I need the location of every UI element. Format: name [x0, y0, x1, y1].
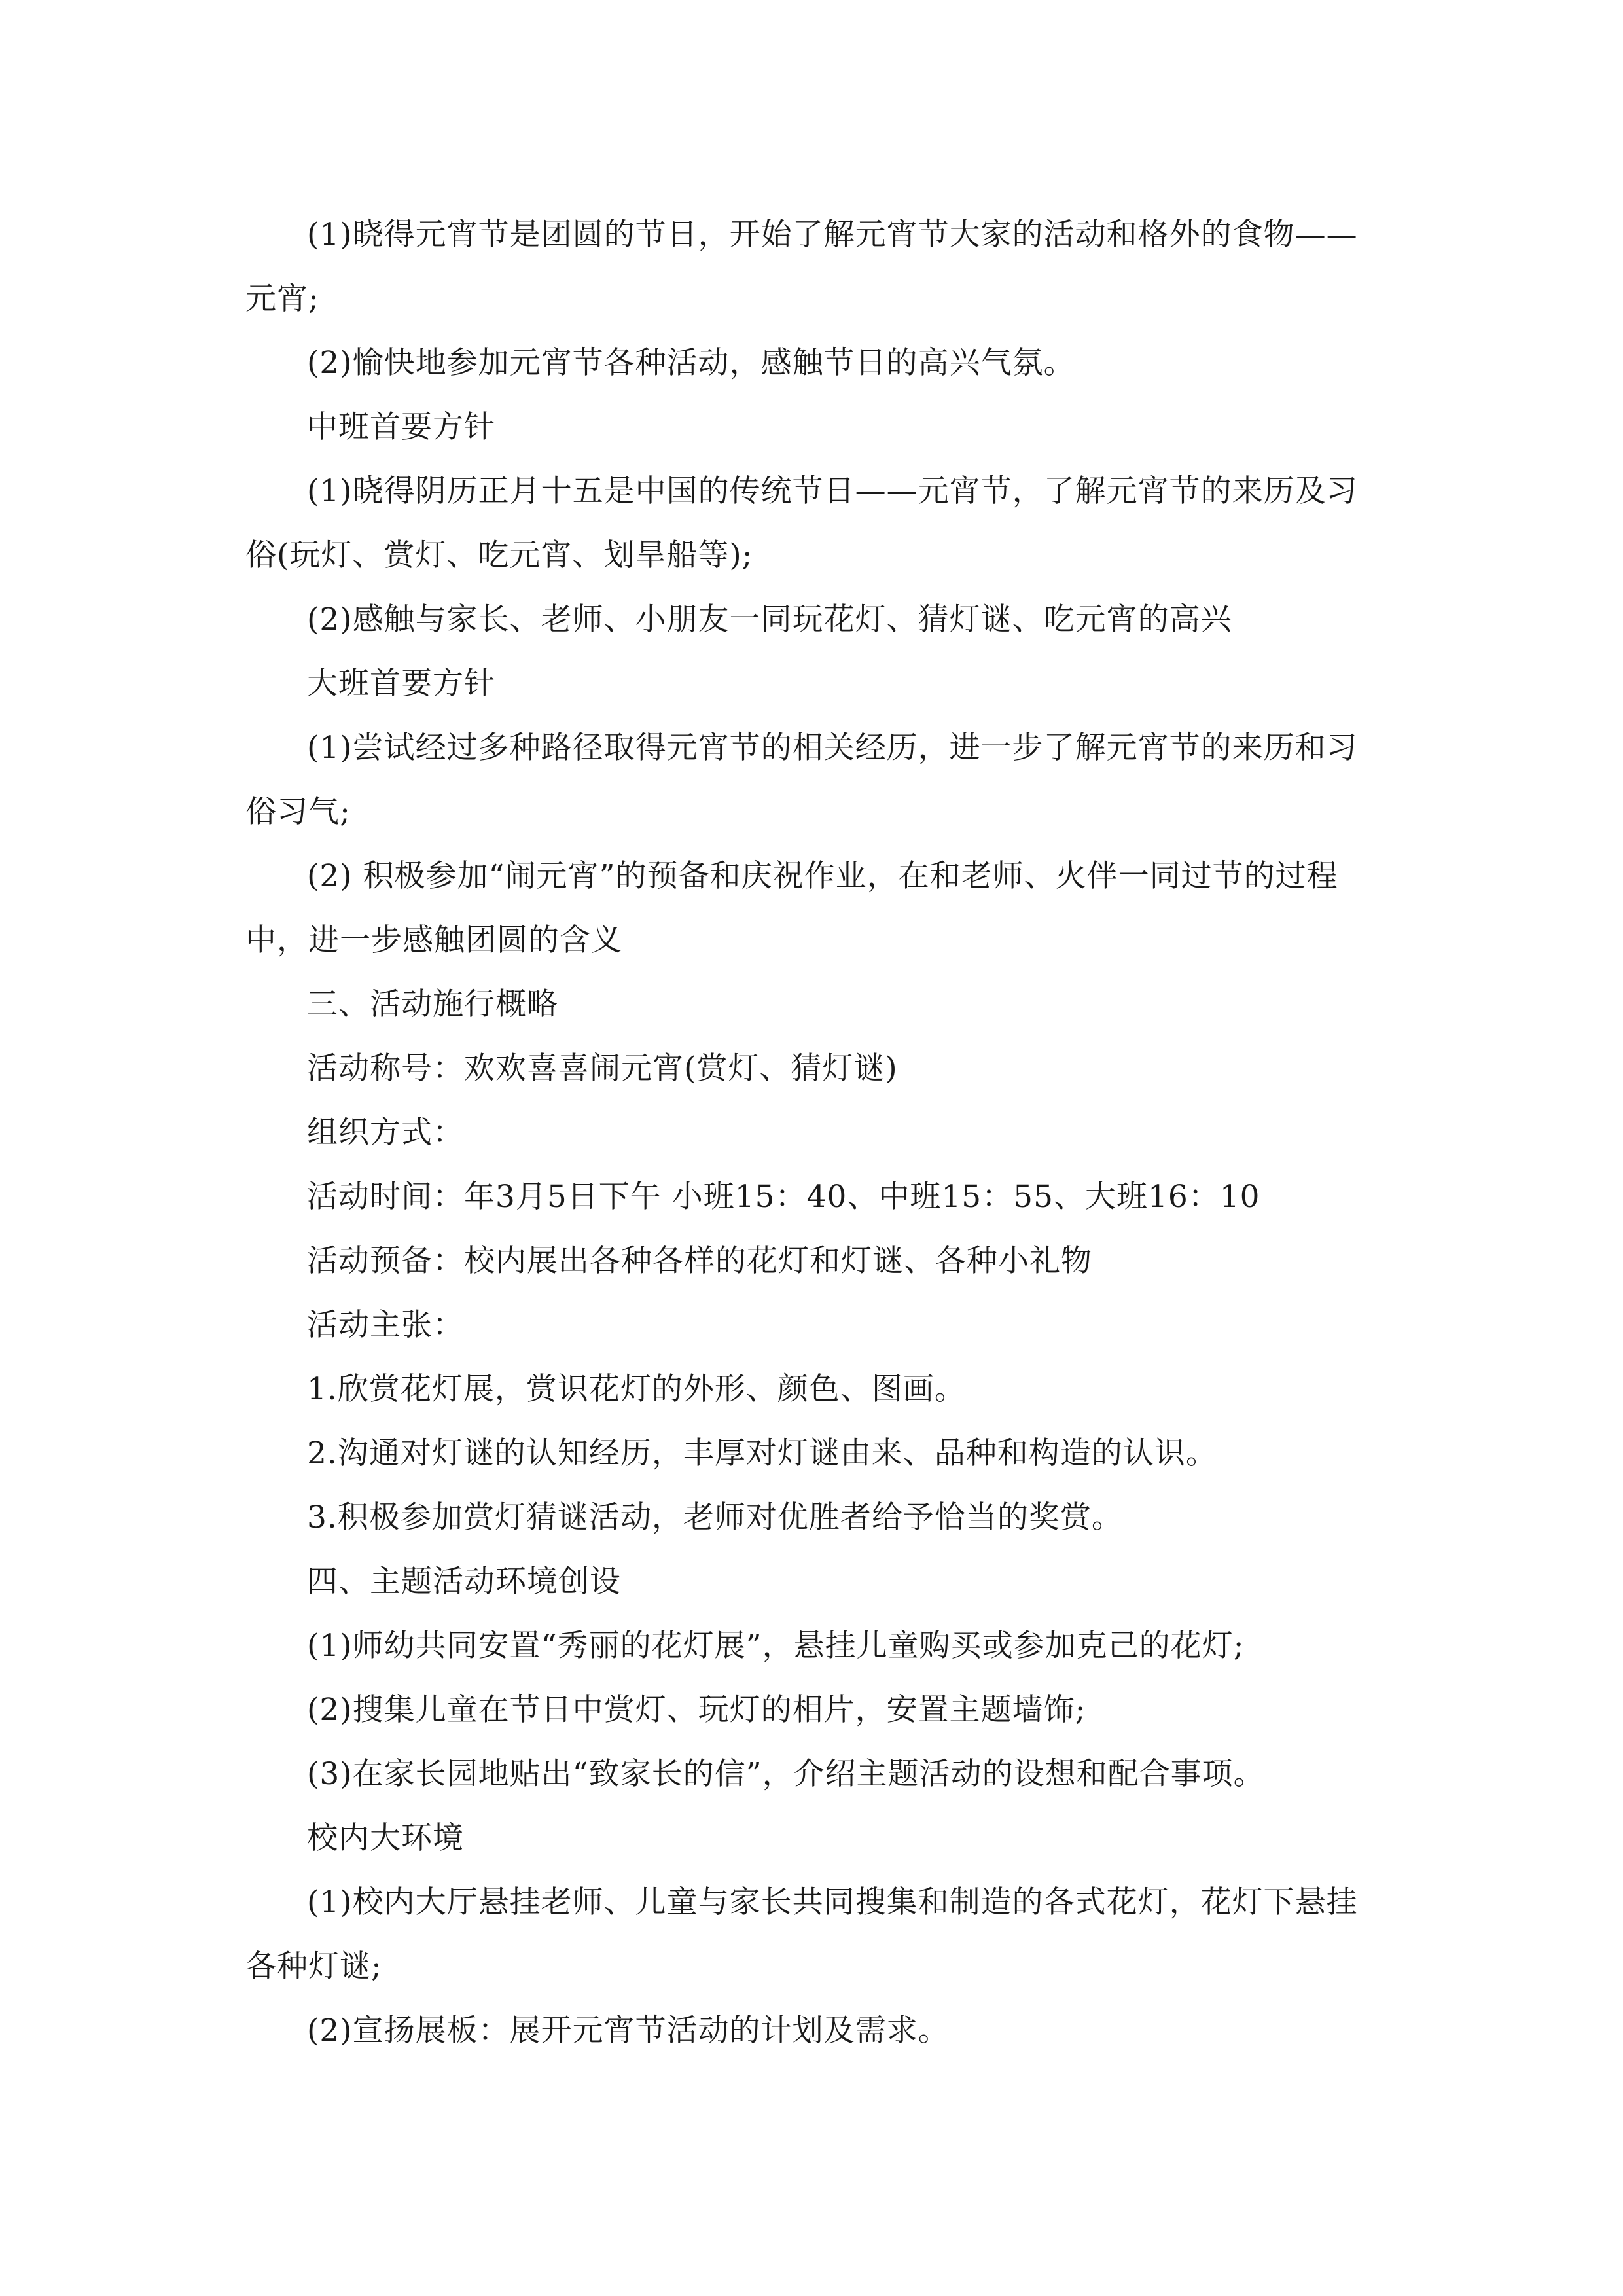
- heading-senior-class-goals: 大班首要方针: [307, 666, 495, 702]
- proposal-item-3: 3.积极参加赏灯猜谜活动，老师对优胜者给予恰当的奖赏。: [307, 1499, 1123, 1535]
- activity-preparation: 活动预备：校内展出各种各样的花灯和灯谜、各种小礼物: [307, 1243, 1092, 1279]
- paragraph-goal-2: (2)愉快地参加元宵节各种活动，感触节日的高兴气氛。: [307, 345, 1075, 381]
- paragraph-middle-goal-1: (1)晓得阴历正月十五是中国的传统节日——元宵节，了解元宵节的来历及习俗(玩灯、赏灯、吃元宵、划旱船等);: [245, 473, 1358, 573]
- heading-section-3: 三、活动施行概略: [307, 986, 558, 1022]
- paragraph-goal-1: (1)晓得元宵节是团圆的节日，开始了解元宵节大家的活动和格外的食物——元宵;: [245, 217, 1358, 317]
- proposal-item-1: 1.欣赏花灯展，赏识花灯的外形、颜色、图画。: [307, 1371, 966, 1407]
- environment-item-3: (3)在家长园地贴出“致家长的信”，介绍主题活动的设想和配合事项。: [307, 1756, 1265, 1792]
- activity-proposal: 活动主张：: [307, 1307, 464, 1343]
- heading-middle-class-goals: 中班首要方针: [307, 409, 495, 445]
- document-body: [245, 203, 1381, 2063]
- environment-item-2: (2)搜集儿童在节日中赏灯、玩灯的相片，安置主题墙饰;: [307, 1692, 1086, 1728]
- campus-item-1: (1)校内大厅悬挂老师、儿童与家长共同搜集和制造的各式花灯，花灯下悬挂各种灯谜;: [245, 1884, 1358, 1984]
- proposal-item-2: 2.沟通对灯谜的认知经历，丰厚对灯谜由来、品种和构造的认识。: [307, 1435, 1217, 1471]
- heading-campus-environment: 校内大环境: [307, 1820, 464, 1856]
- activity-name: 活动称号：欢欢喜喜闹元宵(赏灯、猜灯谜): [307, 1050, 898, 1086]
- paragraph-senior-goal-1: (1)尝试经过多种路径取得元宵节的相关经历，进一步了解元宵节的来历和习俗习气;: [245, 730, 1358, 830]
- paragraph-middle-goal-2: (2)感触与家长、老师、小朋友一同玩花灯、猜灯谜、吃元宵的高兴: [307, 601, 1232, 637]
- activity-time: 活动时间：年3月5日下午 小班15：40、中班15：55、大班16：10: [307, 1179, 1260, 1215]
- paragraph-senior-goal-2: (2) 积极参加“闹元宵”的预备和庆祝作业，在和老师、火伴一同过节的过程中，进一步感触团圆的含义: [245, 858, 1338, 958]
- environment-item-1: (1)师幼共同安置“秀丽的花灯展”，悬挂儿童购买或参加克己的花灯;: [307, 1628, 1245, 1664]
- heading-section-4: 四、主题活动环境创设: [307, 1564, 621, 1600]
- organization-form: 组织方式：: [307, 1115, 464, 1151]
- campus-item-2: (2)宣扬展板：展开元宵节活动的计划及需求。: [307, 2013, 950, 2049]
